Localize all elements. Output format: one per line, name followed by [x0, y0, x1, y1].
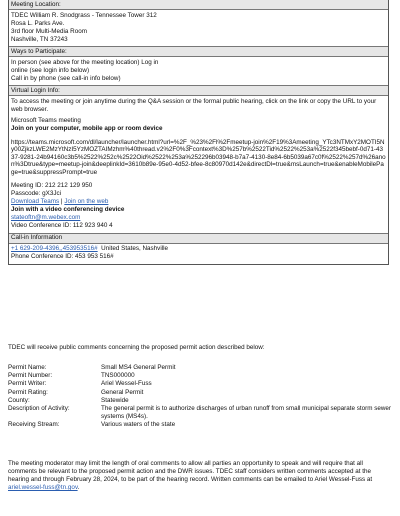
permit-value: Small MS4 General Permit [101, 364, 176, 371]
video-conference-id: Video Conference ID: 112 923 940 4 [11, 222, 113, 230]
teams-links [11, 198, 386, 206]
location-line: Rosa L. Parks Ave. [11, 19, 65, 27]
permit-row [8, 372, 392, 380]
permit-row [8, 421, 392, 429]
ways-line: Call in by phone (see call-in info below) [11, 74, 121, 82]
permit-value: Various waters of the state [101, 421, 176, 429]
join-heading: Join on your computer, mobile app or room device [11, 124, 163, 132]
permit-row [8, 397, 392, 405]
closing-email-link[interactable]: ariel.wessel-fuss@tn.gov [8, 484, 78, 491]
link-separator: | [59, 198, 65, 206]
meeting-location-cell [9, 10, 388, 46]
permit-key: Permit Rating: [8, 388, 48, 396]
video-heading: Join with a video conferencing device [11, 206, 125, 214]
location-line: Nashville, TN 37243 [11, 35, 68, 43]
permit-value: Statewide [101, 396, 129, 404]
teams-title: Microsoft Teams meeting [11, 116, 81, 124]
permit-key: Description of Activity: [8, 405, 70, 413]
permit-key: Receiving Stream: [8, 421, 60, 429]
location-line: TDEC William R. Snodgrass - Tennessee Tower 312 [11, 11, 157, 19]
permit-value: General Permit [101, 388, 144, 396]
join-web-link[interactable]: Join on the web [64, 198, 109, 206]
ways-cell [9, 57, 388, 85]
meeting-id: Meeting ID: 212 212 129 950 [11, 182, 93, 190]
permit-key: County: [8, 396, 30, 404]
meeting-info-table [8, 0, 389, 265]
permit-value: The general permit is to authorize discharges of urban runoff from small municipal separate storm sewer systems (MS4s). [101, 405, 392, 421]
permit-row [8, 364, 392, 372]
download-teams-link[interactable]: Download Teams [11, 198, 60, 206]
ways-header: Ways to Participate: [9, 46, 388, 57]
permit-key: Permit Number: [8, 372, 53, 380]
closing-end: . [77, 484, 80, 491]
closing-text: The meeting moderator may limit the length of oral comments to allow all parties an opportunity to speak and will require that all comments be relevant to the proposed permit action and the DWR issues. TDEC staff considers written comments accepted at the hearing and through February 28, 2024, to be part of the hearing record. Written comments can be emailed to Ariel Wessel-Fuss at [8, 460, 373, 483]
video-email-link[interactable]: stateoftn@m.webex.com [11, 214, 81, 222]
comments-intro: TDEC will receive public comments concerning the proposed permit action described below: [8, 344, 265, 351]
virtual-cell [9, 96, 388, 233]
location-line: 3rd floor Multi-Media Room [11, 27, 87, 35]
permit-key: Permit Writer: [8, 380, 47, 388]
closing-paragraph [8, 460, 392, 492]
virtual-header: Virtual Login Info: [9, 85, 388, 96]
passcode: Passcode: gX3Jci [11, 190, 62, 198]
phone-location: United States, Nashville [97, 245, 169, 253]
ways-line: online (see login info below) [11, 66, 90, 74]
join-url-link[interactable]: https://teams.microsoft.com/dl/launcher/launcher.html?url=%2F_%23%2Fl%2Fmeetup-join%2F19%3Ameeting_YTc3NTMxY2MOTI5Ny00ZjkzLWE2MzYtNzI5YzMOZTAIMzhm%40thread.v2%2F0%3Fcontext%3D%257b%2522Tid%2522%253a%2522f345bebf-0d71-4337-9281-24b94160c3b5%2522%252c%2522Oid%2522%253a%252296b03948-b7a7-4130-8e84-6b5039a67c0f%2522%257d%26anon%3Dtrue&type=meetup-join&deeplinkId=3610b89e-95e0-4d52-bfee-8c80970d142e&directDl=true&msLaunch=true&enableMobilePage=true&suppressPrompt=true [11, 138, 386, 176]
permit-value: TNS000000 [101, 372, 135, 380]
ways-line: In person (see above for the meeting location) Log in [11, 58, 159, 66]
meeting-location-header: Meeting Location: [9, 0, 388, 10]
callin-header: Call-in Information [9, 233, 388, 244]
callin-cell [9, 244, 388, 264]
permit-key: Permit Name: [8, 364, 47, 371]
phone-conference-id: Phone Conference ID: 453 953 516# [11, 253, 114, 261]
permit-value: Ariel Wessel-Fuss [101, 380, 152, 388]
permit-row [8, 380, 392, 388]
phone-link[interactable]: +1 629-209-4396,,453953516# [11, 245, 98, 253]
permit-row [8, 389, 392, 397]
permit-details [8, 364, 392, 430]
virtual-intro: To access the meeting or join anytime during the Q&A session or the formal public hearing, click on the link or copy the URL to your web browser. [11, 97, 377, 113]
permit-row [8, 405, 392, 421]
